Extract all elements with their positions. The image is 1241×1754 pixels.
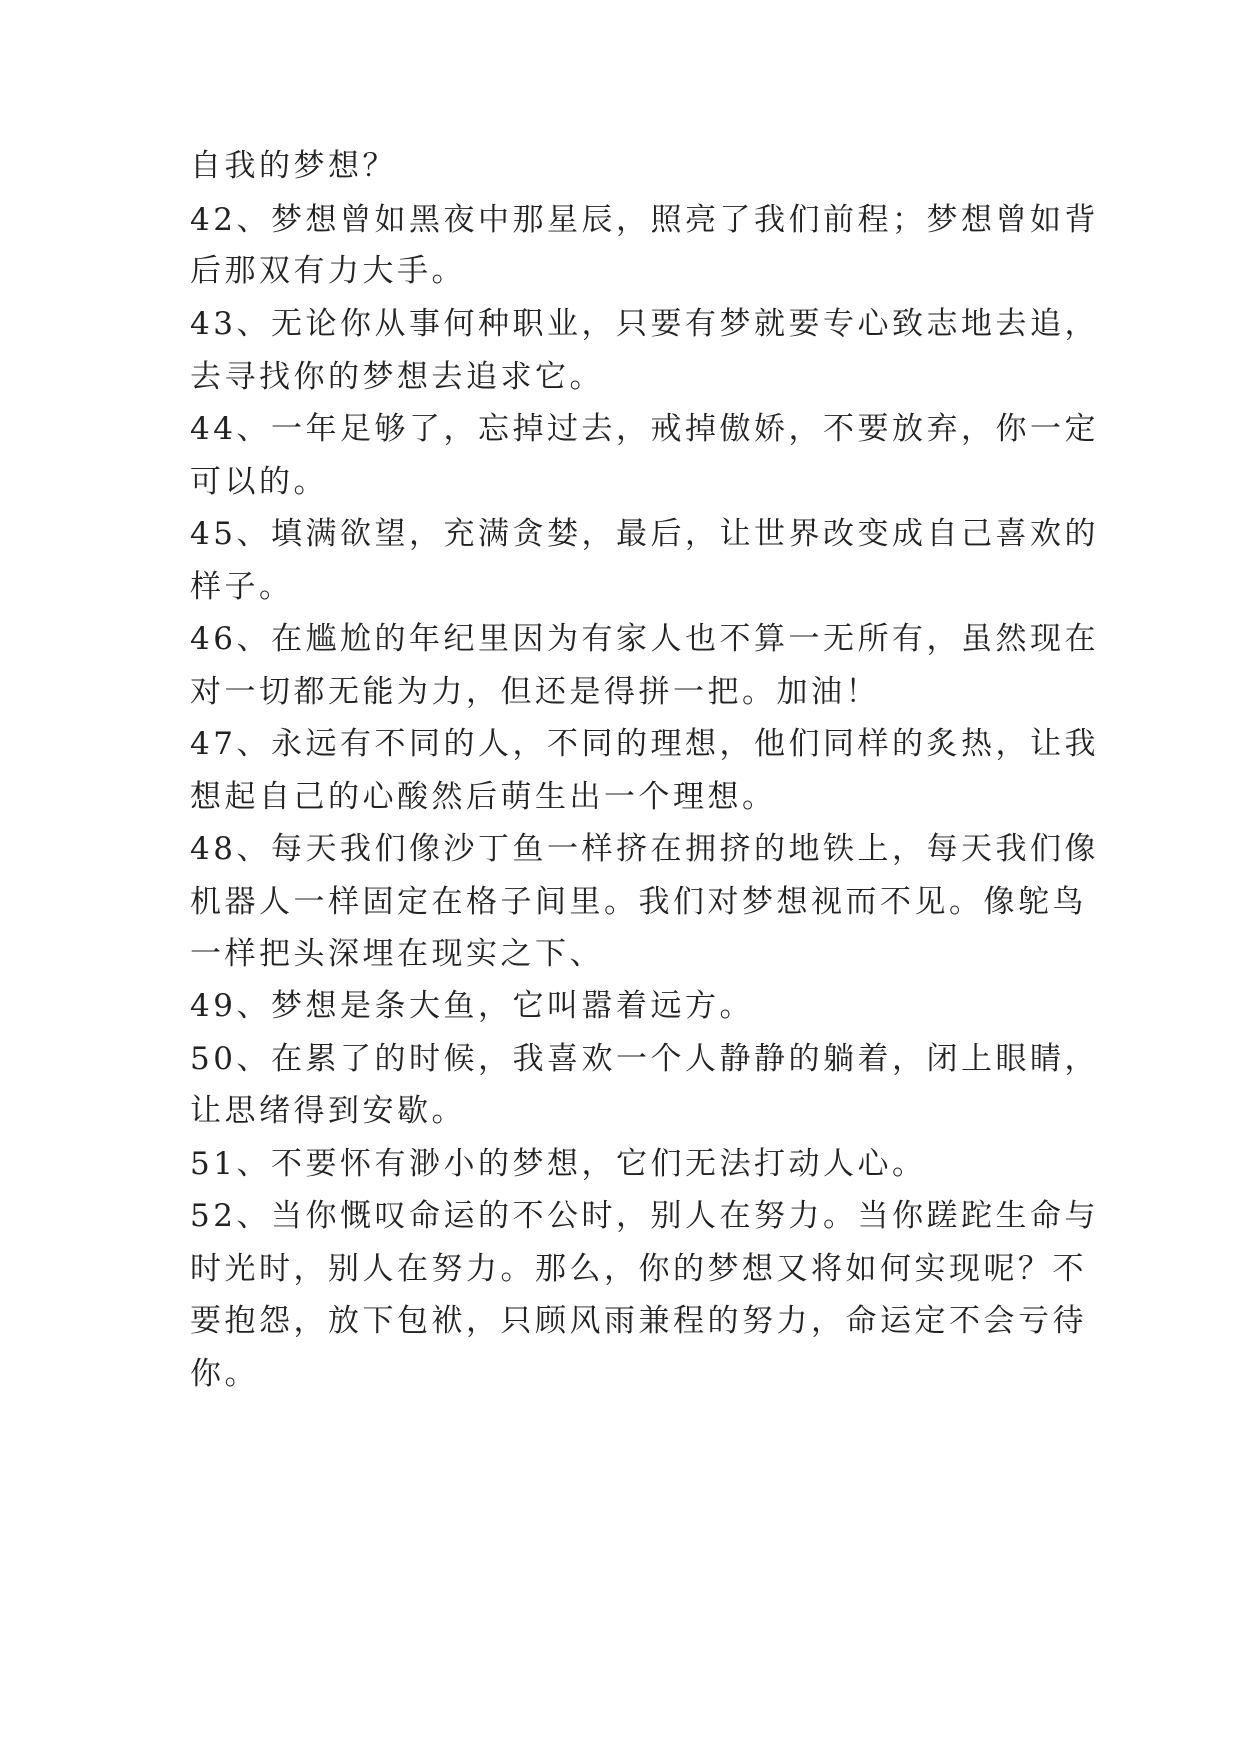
- text-line: 你。: [190, 1356, 259, 1392]
- text-line: 48、每天我们像沙丁鱼一样挤在拥挤的地铁上，每天我们像: [190, 831, 1099, 867]
- text-line: 后那双有力大手。: [190, 253, 466, 289]
- text-line: 45、填满欲望，充满贪婪，最后，让世界改变成自己喜欢的: [190, 516, 1099, 552]
- text-line: 44、一年足够了，忘掉过去，戒掉傲娇，不要放弃，你一定: [190, 411, 1099, 447]
- text-line: 49、梦想是条大鱼，它叫嚣着远方。: [190, 988, 754, 1024]
- text-line: 43、无论你从事何种职业，只要有梦就要专心致志地去追，: [190, 306, 1099, 342]
- text-line: 要抱怨，放下包袱，只顾风雨兼程的努力，命运定不会亏待: [190, 1303, 1087, 1339]
- text-line: 想起自己的心酸然后萌生出一个理想。: [190, 779, 777, 815]
- text-line: 自我的梦想？: [190, 148, 397, 184]
- text-line: 51、不要怀有渺小的梦想，它们无法打动人心。: [190, 1146, 927, 1182]
- text-line: 时光时，别人在努力。那么，你的梦想又将如何实现呢？不: [190, 1251, 1087, 1287]
- text-line: 对一切都无能为力，但还是得拼一把。加油！: [190, 674, 880, 710]
- text-line: 机器人一样固定在格子间里。我们对梦想视而不见。像鸵鸟: [190, 884, 1087, 920]
- text-line: 46、在尴尬的年纪里因为有家人也不算一无所有，虽然现在: [190, 621, 1099, 657]
- text-line: 样子。: [190, 569, 294, 605]
- text-line: 47、永远有不同的人，不同的理想，他们同样的炙热，让我: [190, 726, 1099, 762]
- text-line: 42、梦想曾如黑夜中那星辰，照亮了我们前程；梦想曾如背: [190, 202, 1099, 238]
- text-line: 一样把头深埋在现实之下、: [190, 936, 604, 972]
- text-line: 去寻找你的梦想去追求它。: [190, 359, 604, 395]
- text-line: 让思绪得到安歇。: [190, 1093, 466, 1129]
- text-line: 50、在累了的时候，我喜欢一个人静静的躺着，闭上眼睛，: [190, 1041, 1099, 1077]
- text-line: 52、当你慨叹命运的不公时，别人在努力。当你蹉跎生命与: [190, 1198, 1099, 1234]
- text-line: 可以的。: [190, 464, 328, 500]
